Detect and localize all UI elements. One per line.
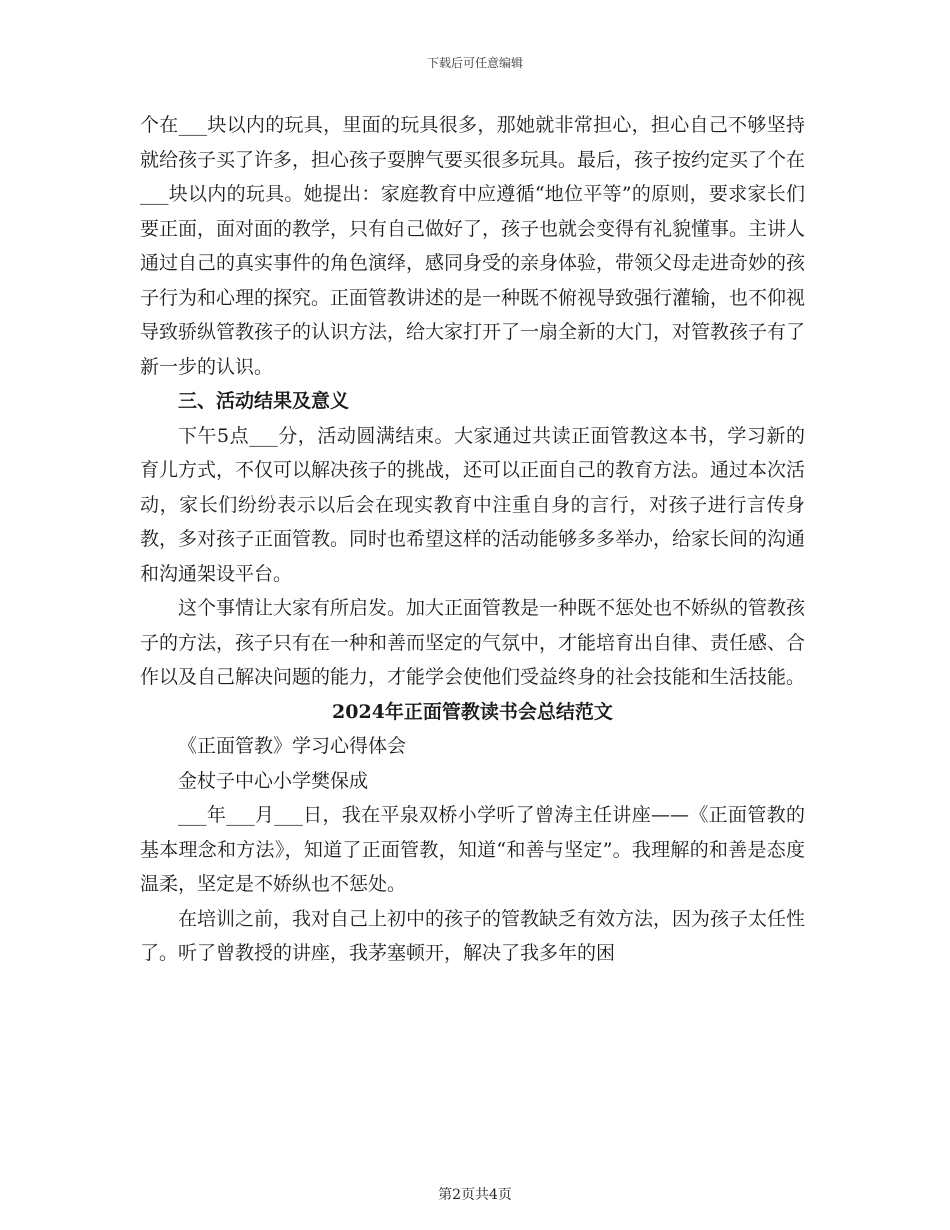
- paragraph-continued: 个在___块以内的玩具，里面的玩具很多，那她就非常担心，担心自己不够坚持就给孩子买了许多，担心孩子耍脾气要买很多玩具。最后，孩子按约定买了个在___块以内的玩具。她提出：家庭教育中应遵循“地位平等”的原则，要求家长们要正面，面对面的教学，只有自己做好了，孩子也就会变得有礼貌懂事。主讲人通过自己的真实事件的角色演绎，感同身受的亲身体验，带领父母走进奇妙的孩子行为和心理的探究。正面管教讲述的是一种既不俯视导致强行灌输，也不仰视导致骄纵管教孩子的认识方法，给大家打开了一扇全新的大门，对管教孩子有了新一步的认识。: [140, 114, 806, 378]
- article-title: 2024年正面管教读书会总结范文: [332, 700, 613, 723]
- article-subtitle: 《正面管教》学习心得体会: [178, 735, 407, 757]
- page-footer: 第2页共4页: [438, 1187, 512, 1203]
- paragraph-activity-end: 下午5点___分，活动圆满结束。大家通过共读正面管教这本书，学习新的育儿方式，不仅可以解决孩子的挑战，还可以正面自己的教育方法。通过本次活动，家长们纷纷表示以后会在现实教育中注重自身的言行，对孩子进行言传身教，多对孩子正面管教。同时也希望这样的活动能够多多举办，给家长间的沟通和沟通架设平台。: [140, 424, 806, 585]
- paragraph-inspiration: 这个事情让大家有所启发。加大正面管教是一种既不惩处也不娇纵的管教孩子的方法，孩子只有在一种和善而坚定的气氛中，才能培育出自律、责任感、合作以及自己解决问题的能力，才能学会使他们受益终身的社会技能和生活技能。: [140, 597, 806, 688]
- paragraph-training: 在培训之前，我对自己上初中的孩子的管教缺乏有效方法，因为孩子太任性了。听了曾教授的讲座，我茅塞顿开，解决了我多年的困: [140, 907, 806, 964]
- document-body: [140, 108, 805, 971]
- section-heading: 三、活动结果及意义: [178, 390, 350, 412]
- article-author: 金杖子中心小学樊保成: [178, 769, 369, 792]
- page-header: 下载后可任意编辑: [426, 56, 523, 70]
- paragraph-lecture: ___年___月___日，我在平泉双桥小学听了曾涛主任讲座——《正面管教的基本理念和方法》，知道了正面管教，知道“和善与坚定”。我理解的和善是态度温柔，坚定是不娇纵也不惩处。: [140, 804, 805, 895]
